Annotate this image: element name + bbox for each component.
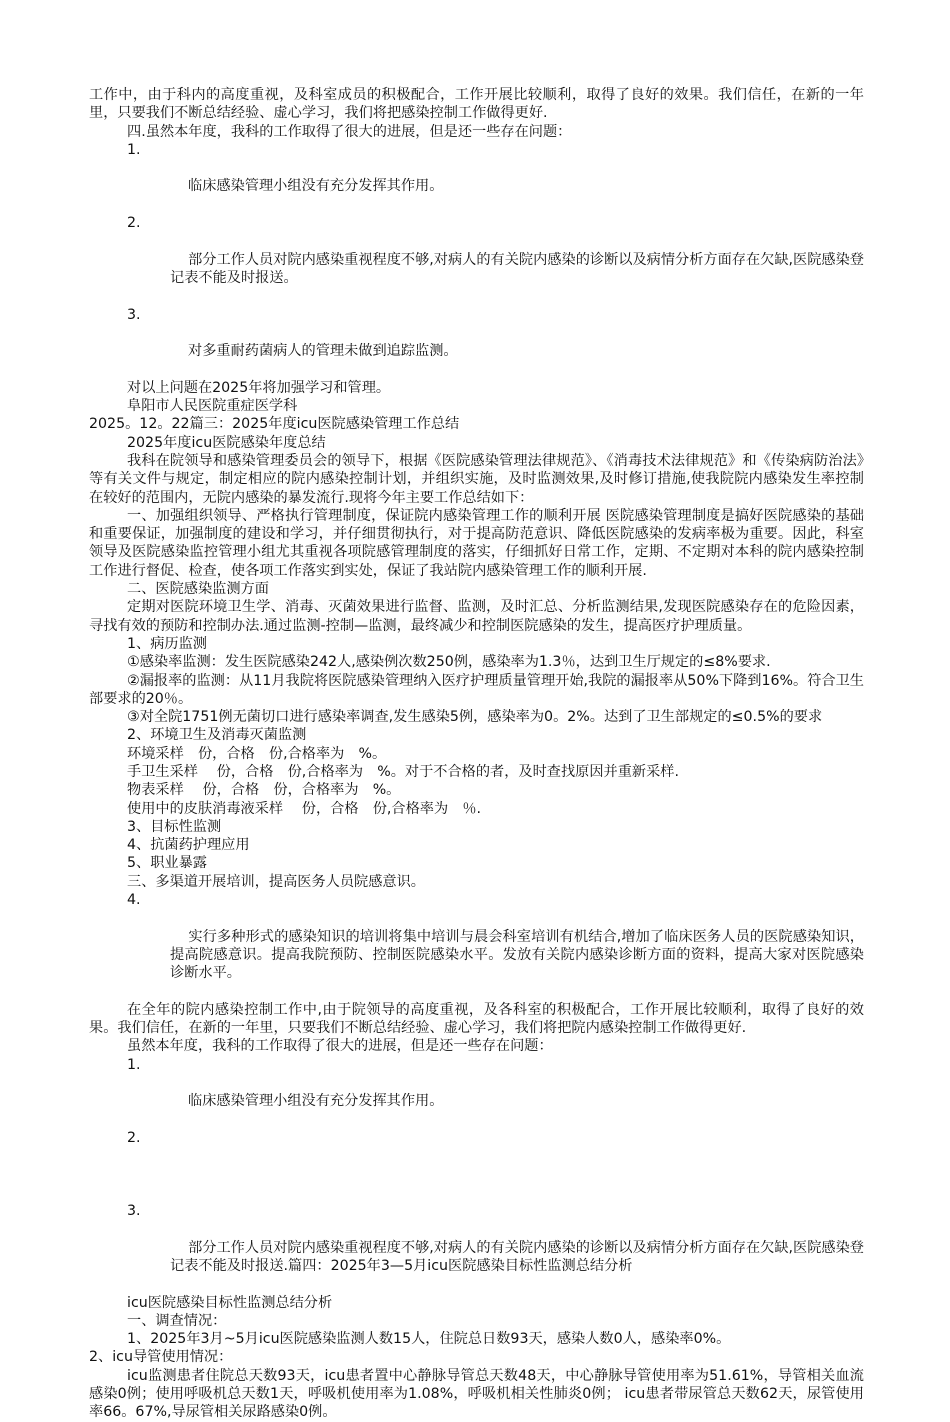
document-title: 2025年度icu医院感染年度总结: [127, 434, 326, 451]
subsection-heading: 2、环境卫生及消毒灭菌监测: [127, 727, 307, 744]
section-1-paragraph: 一、加强组织领导、严格执行管理制度，保证院内感染管理工作的顺利开展 医院感染管理制度是搞好医院感染的基础和重要保证，加强制度的建设和学习，并仔细贯彻执行，对于提高防范意识、降低医院感染的发病率极为重要。因此，科室领导及医院感染监控管理小组尤其重视各项院感管理制度的落实，仔细抓好日常工作，定期、不定期对本科的院内感染控制工作进行督促、检查，使各项工作落实到实处，保证了我站院内感染管理工作的顺利开展.: [89, 507, 864, 579]
list-number: 2.: [127, 215, 141, 232]
survey-item: 2、icu导管使用情况：: [89, 1349, 233, 1366]
sampling-line: 使用中的皮肤消毒液采样 份，合格 份,合格率为 ％.: [127, 800, 482, 817]
paragraph-issues: 虽然本年度，我科的工作取得了很大的进展，但是还一些存在问题：: [127, 1038, 553, 1055]
list-number: 2.: [127, 1129, 141, 1146]
list-item: [89, 1129, 864, 1202]
list-number: 4.: [127, 892, 141, 909]
paragraph-summary: 在全年的院内感染控制工作中,由于院领导的高度重视，及各科室的积极配合，工作开展比较顺利，取得了良好的效果。我们信任，在新的一年里，只要我们不断总结经验、虚心学习，我们将把院内感染控制工作做得更好.: [89, 1001, 864, 1037]
list-item: [89, 141, 864, 214]
signature-department: 阜阳市人民医院重症医学科: [127, 398, 298, 415]
paragraph-continuation: 工作中，由于科内的高度重视，及科室成员的积极配合，工作开展比较顺利，取得了良好的效果。我们信任，在新的一年里，只要我们不断总结经验、虚心学习，我们将把感染控制工作做得更好.: [89, 87, 864, 122]
list-item: [89, 1202, 864, 1293]
section-3-heading: 三、多渠道开展培训，提高医务人员院感意识。: [127, 873, 425, 890]
subsection-heading: 5、职业暴露: [127, 855, 207, 872]
subsection-heading: 3、目标性监测: [127, 818, 222, 835]
list-item: [89, 214, 864, 305]
list-text: 临床感染管理小组没有充分发挥其作用。: [188, 178, 444, 195]
paragraph-intro: 我科在院领导和感染管理委员会的领导下，根据《医院感染管理法律规范》、《消毒技术法律规范》和《传染病防治法》等有关文件与规定，制定相应的院内感染控制计划，并组织实施，及时监测效果,及时修订措施,使我院院内感染发生率控制在较好的范围内，无院内感染的暴发流行.现将今年主要工作总结如下：: [89, 452, 864, 506]
list-text: 实行多种形式的感染知识的培训将集中培训与晨会科室培训有机结合,增加了临床医务人员的医院感染知识，提高院感意识。提高我院预防、控制医院感染水平。发放有关院内感染诊断方面的资料，提高大家对医院感染诊断水平。: [170, 928, 864, 982]
list-number: 3.: [127, 1203, 141, 1220]
monitoring-item: ①感染率监测：发生医院感染242人,感染例次数250例，感染率为1.3％，达到卫生厅规定的≤8%要求.: [127, 654, 771, 671]
survey-item: 1、2025年3月~5月icu医院感染监测人数15人，住院总日数93天，感染人数0人，感染率0%。: [127, 1331, 731, 1348]
subsection-heading: 4、抗菌药护理应用: [127, 837, 250, 854]
subsection-heading: 1、病历监测: [127, 635, 207, 652]
sampling-line: 物表采样 份，合格 份，合格率为 %。: [127, 782, 401, 799]
paragraph-issues-heading: 四.虽然本年度，我科的工作取得了很大的进展，但是还一些存在问题：: [127, 123, 572, 140]
list-text: 部分工作人员对院内感染重视程度不够,对病人的有关院内感染的诊断以及病情分析方面存在欠缺,医院感染登记表不能及时报送。: [170, 251, 864, 286]
monitoring-item: ③对全院1751例无菌切口进行感染率调查,发生感染5例，感染率为0。2%。达到了卫生部规定的≤0.5%的要求: [127, 709, 823, 726]
document-subtitle: icu医院感染目标性监测总结分析: [127, 1294, 333, 1311]
section-2-heading: 二、医院感染监测方面: [127, 581, 269, 598]
list-number: 1.: [127, 141, 141, 158]
paragraph-plan: 对以上问题在2025年将加强学习和管理。: [127, 379, 391, 396]
section-2-body: 定期对医院环境卫生学、消毒、灭菌效果进行监督、监测，及时汇总、分析监测结果,发现医院感染存在的危险因素，寻找有效的预防和控制办法.通过监测-控制—监测，最终减少和控制医院感染的发生，提高医疗护理质量。: [89, 599, 864, 634]
list-text: 临床感染管理小组没有充分发挥其作用。: [188, 1093, 444, 1110]
list-item: [89, 1056, 864, 1129]
list-item: [89, 891, 864, 1001]
list-text: 对多重耐药菌病人的管理未做到追踪监测。: [188, 343, 458, 360]
list-number: 1.: [127, 1056, 141, 1073]
section-heading: 一、调查情况：: [127, 1312, 227, 1329]
monitoring-item: ②漏报率的监测：从11月我院将医院感染管理纳入医疗护理质量管理开始,我院的漏报率从50%下降到16%。符合卫生部要求的20％。: [89, 672, 864, 707]
date-and-section-title: 2025。12。22篇三：2025年度icu医院感染管理工作总结: [89, 416, 460, 433]
sampling-line: 环境采样 份，合格 份,合格率为 %。: [127, 745, 387, 762]
list-item: [89, 306, 864, 379]
sampling-line: 手卫生采样 份，合格 份,合格率为 %。对于不合格的者，及时查找原因并重新采样.: [127, 763, 679, 780]
list-text: 部分工作人员对院内感染重视程度不够,对病人的有关院内感染的诊断以及病情分析方面存在欠缺,医院感染登记表不能及时报送.篇四：2025年3—5月icu医院感染目标性监测总结分析: [170, 1239, 864, 1274]
list-number: 3.: [127, 306, 141, 323]
survey-detail: icu监测患者住院总天数93天，icu患者置中心静脉导管总天数48天，中心静脉导管使用率为51.61%，导管相关血流感染0例；使用呼吸机总天数1天，呼吸机使用率为1.08%，呼吸机相关性肺炎0例； icu患者带尿管总天数62天，尿管使用率66。67%,导尿管相关尿路感染0例。: [89, 1367, 864, 1421]
